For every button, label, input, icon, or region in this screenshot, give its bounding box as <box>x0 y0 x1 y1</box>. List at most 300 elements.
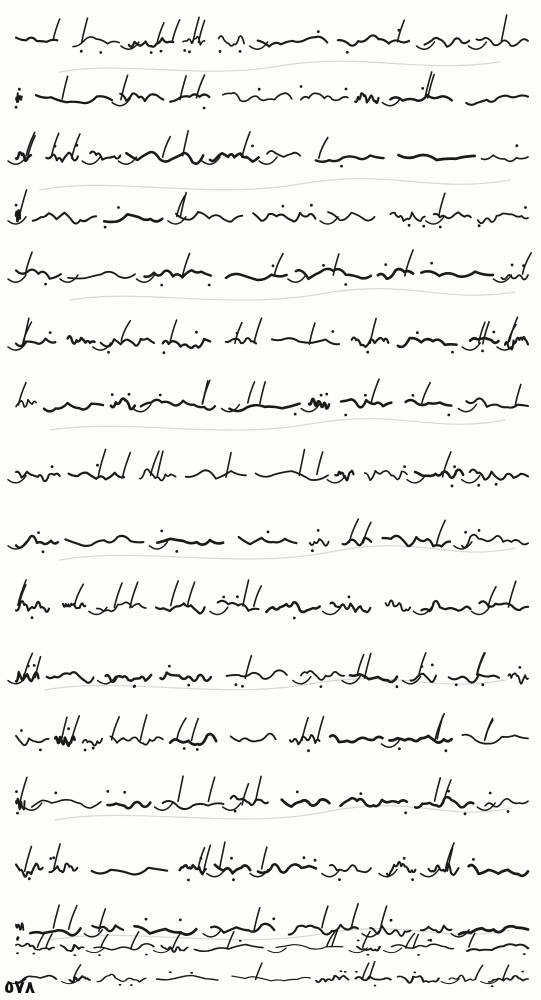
ink-stroke <box>390 212 424 221</box>
ink-stroke <box>156 603 205 613</box>
ink-dot <box>84 749 87 752</box>
ink-dot <box>241 685 244 688</box>
ink-dot <box>49 331 52 334</box>
ink-stroke <box>380 906 386 929</box>
ink-dot <box>27 665 30 668</box>
ink-dot <box>404 811 407 814</box>
ink-dot <box>42 550 45 553</box>
manuscript-line <box>6 960 535 988</box>
ink-stroke <box>365 471 407 480</box>
ink-stroke <box>220 842 225 867</box>
ink-dot <box>398 747 401 750</box>
ink-stroke <box>186 470 246 478</box>
ink-stroke <box>426 217 444 224</box>
ink-dot <box>447 790 450 793</box>
ink-dot <box>346 51 349 54</box>
ink-stroke <box>428 75 434 98</box>
ink-stroke <box>37 932 45 947</box>
ink-dot <box>403 857 406 860</box>
ink-dot <box>187 684 190 687</box>
ink-stroke <box>126 152 203 164</box>
ink-dot <box>451 351 454 354</box>
ink-dot <box>303 856 306 859</box>
ink-stroke <box>288 275 306 282</box>
ink-stroke <box>330 735 382 742</box>
manuscript-line <box>6 72 535 114</box>
ink-stroke <box>411 674 436 682</box>
ink-dot <box>258 88 261 91</box>
ink-dot <box>67 727 70 730</box>
ink-dot <box>195 331 198 334</box>
ink-stroke <box>458 405 476 412</box>
ink-stroke <box>173 932 181 948</box>
ink-stroke <box>231 796 268 805</box>
ink-stroke <box>378 269 413 279</box>
ink-dot <box>357 939 360 941</box>
ink-dot <box>522 264 525 267</box>
ink-dot <box>310 204 313 207</box>
ink-dot <box>445 749 448 752</box>
ink-stroke <box>232 976 310 981</box>
ink-stroke <box>155 803 173 810</box>
ink-stroke <box>83 739 102 746</box>
ink-stroke <box>259 157 277 164</box>
ink-stroke <box>316 156 384 162</box>
ink-dot <box>477 484 480 487</box>
ink-dot <box>492 331 495 334</box>
ink-stroke <box>449 674 499 682</box>
ink-dot <box>16 812 19 815</box>
ink-dot <box>49 857 52 860</box>
ink-dot <box>106 790 109 793</box>
ink-dot <box>413 971 416 973</box>
ink-stroke <box>227 932 234 949</box>
ink-dot <box>320 394 323 397</box>
ink-stroke <box>52 133 59 156</box>
ink-stroke <box>386 601 411 611</box>
ink-dot <box>28 877 31 880</box>
ink-stroke <box>328 212 375 220</box>
ink-stroke <box>327 476 345 483</box>
ink-stroke <box>256 963 262 980</box>
ink-stroke <box>429 864 459 875</box>
ink-stroke <box>272 338 339 344</box>
ink-stroke <box>333 254 339 275</box>
ink-stroke <box>462 343 480 350</box>
ink-stroke <box>335 471 353 481</box>
ink-dot <box>367 954 370 956</box>
ink-stroke <box>477 653 485 675</box>
ink-dot <box>230 857 233 860</box>
ink-stroke <box>104 214 162 222</box>
ink-dot <box>322 264 325 267</box>
ink-dot <box>421 87 424 90</box>
ink-dot <box>384 263 387 266</box>
ink-dot <box>314 859 317 862</box>
ink-dot <box>145 954 148 956</box>
ink-dot <box>160 284 163 287</box>
ink-stroke <box>365 654 371 678</box>
ink-dot <box>481 683 484 686</box>
ink-stroke <box>260 382 265 404</box>
ink-stroke <box>227 670 287 679</box>
ink-stroke <box>192 719 199 741</box>
ink-dot <box>37 531 40 534</box>
ink-stroke <box>36 95 112 103</box>
ink-stroke <box>163 137 171 158</box>
manuscript-line <box>6 580 535 622</box>
ink-stroke <box>467 944 528 951</box>
ink-stroke <box>69 906 77 930</box>
ink-stroke <box>208 777 214 801</box>
ink-stroke <box>274 254 283 276</box>
ink-stroke <box>177 718 186 738</box>
ink-dot <box>348 596 351 599</box>
manuscript-line <box>6 648 535 690</box>
ink-stroke <box>254 318 261 343</box>
ink-dot <box>18 88 21 91</box>
ink-dot <box>416 331 419 334</box>
ink-stroke <box>319 138 328 159</box>
ink-dot <box>32 953 35 955</box>
ink-dot <box>374 985 377 987</box>
ink-stroke <box>323 607 341 614</box>
ink-stroke <box>301 671 344 680</box>
ink-stroke <box>8 275 26 282</box>
ink-dot <box>159 394 162 397</box>
ink-dot <box>234 810 237 813</box>
ink-stroke <box>204 845 210 870</box>
ink-dot <box>267 531 270 534</box>
ink-stroke <box>53 905 59 928</box>
ink-dot <box>44 283 47 286</box>
ink-dot <box>390 919 393 922</box>
ink-dot <box>340 970 343 972</box>
ink-dot <box>464 812 467 815</box>
manuscript-line <box>6 512 535 554</box>
ink-stroke <box>477 653 484 675</box>
ink-dot <box>325 393 328 396</box>
ink-dot <box>160 530 163 533</box>
ink-stroke <box>515 385 521 406</box>
ink-dot <box>92 747 95 750</box>
ink-stroke <box>468 42 486 49</box>
ink-stroke <box>503 965 509 980</box>
ink-dot <box>251 145 254 148</box>
ink-dot <box>187 879 190 882</box>
ink-stroke <box>435 714 444 739</box>
ink-stroke <box>266 602 319 612</box>
ink-stroke <box>449 975 475 981</box>
ink-stroke <box>254 586 261 607</box>
ink-stroke <box>97 974 145 982</box>
ink-stroke <box>16 38 57 42</box>
manuscript-line <box>6 448 535 490</box>
ink-dot <box>478 224 481 227</box>
ink-stroke <box>16 923 23 929</box>
ink-stroke <box>469 933 475 947</box>
ink-stroke <box>309 399 329 408</box>
ink-dot <box>236 595 239 598</box>
ink-dot <box>239 940 242 942</box>
ink-stroke <box>25 847 32 872</box>
ink-dot <box>107 351 110 354</box>
manuscript-line <box>6 378 535 420</box>
ink-stroke <box>322 906 328 928</box>
manuscript-line <box>6 314 535 356</box>
ink-dot <box>200 857 203 860</box>
ink-dot <box>311 549 314 552</box>
ink-dot <box>133 685 136 688</box>
ink-dot <box>96 464 99 467</box>
ink-stroke <box>471 607 489 614</box>
ink-dot <box>345 88 348 91</box>
ink-stroke <box>299 450 304 476</box>
ink-dot <box>411 878 414 881</box>
ink-stroke <box>157 976 218 981</box>
ink-stroke <box>482 155 528 161</box>
ink-dot <box>524 206 527 209</box>
ink-stroke <box>318 717 324 739</box>
ink-stroke <box>290 735 320 744</box>
ink-stroke <box>16 864 43 877</box>
ink-stroke <box>342 677 360 684</box>
ink-stroke <box>357 947 380 951</box>
ink-dot <box>179 919 182 922</box>
ink-dot <box>521 971 524 973</box>
ink-dot <box>464 531 467 534</box>
ink-stroke <box>509 581 516 607</box>
ink-stroke <box>226 338 256 343</box>
ink-stroke <box>242 132 250 157</box>
ink-stroke <box>54 844 60 869</box>
ink-dot <box>175 550 178 553</box>
ink-dot <box>76 144 79 147</box>
ink-dot <box>481 350 484 353</box>
page-number: ٥٧٨ <box>4 978 36 998</box>
ink-stroke <box>248 382 255 403</box>
ink-stroke <box>357 655 363 675</box>
ink-dot <box>232 878 235 881</box>
ink-dot <box>150 51 153 54</box>
ink-dot <box>518 666 521 669</box>
ink-dot <box>489 792 492 795</box>
ink-stroke <box>181 193 187 216</box>
ink-dot <box>359 792 362 795</box>
ink-stroke <box>343 538 371 545</box>
ink-stroke <box>331 603 371 612</box>
ink-stroke <box>210 607 228 614</box>
ink-dot <box>428 939 431 941</box>
ink-dot <box>98 954 101 956</box>
ink-stroke <box>218 601 259 611</box>
ink-dot <box>396 685 399 688</box>
ink-dot <box>340 165 343 168</box>
ink-dot <box>203 107 206 110</box>
ink-stroke <box>47 672 94 683</box>
ink-dot <box>507 810 510 813</box>
ink-stroke <box>223 93 292 101</box>
ink-stroke <box>419 653 426 675</box>
ink-stroke <box>501 275 528 280</box>
ink-stroke <box>44 403 103 411</box>
ink-dot <box>130 984 133 986</box>
ink-stroke <box>293 677 311 684</box>
ink-stroke <box>16 270 61 279</box>
ink-dot <box>422 225 425 228</box>
ink-stroke <box>219 36 245 46</box>
ink-stroke <box>317 452 323 474</box>
ink-dot <box>128 393 131 396</box>
ink-dot <box>196 748 199 751</box>
ink-dot <box>355 971 358 973</box>
ink-stroke <box>502 15 507 41</box>
ink-stroke <box>268 948 286 953</box>
ink-stroke <box>108 802 151 808</box>
ink-stroke <box>170 320 176 341</box>
ink-stroke <box>160 673 210 681</box>
ink-stroke <box>161 945 187 952</box>
ink-stroke <box>421 271 493 276</box>
ink-stroke <box>439 193 445 215</box>
ink-stroke <box>172 20 180 42</box>
ink-dot <box>208 284 211 287</box>
ink-stroke <box>101 934 108 947</box>
ink-dot <box>296 791 299 794</box>
ink-stroke <box>301 93 348 100</box>
ink-dot <box>239 50 242 53</box>
ink-dot <box>272 917 275 920</box>
manuscript-line <box>6 712 535 754</box>
ink-dot <box>439 226 442 229</box>
ink-stroke <box>475 965 482 979</box>
ink-stroke <box>131 932 139 949</box>
ink-stroke <box>309 323 315 344</box>
ink-dot <box>282 205 285 208</box>
ink-stroke <box>20 190 27 215</box>
ink-dot <box>183 49 186 52</box>
ink-stroke <box>330 865 371 872</box>
ink-dot <box>188 50 191 53</box>
ink-stroke <box>437 520 446 543</box>
ink-dot <box>344 283 347 286</box>
ink-stroke <box>65 536 143 546</box>
ink-stroke <box>26 133 34 156</box>
manuscript-line <box>6 776 535 818</box>
ink-dot <box>15 204 18 207</box>
ink-stroke <box>178 776 183 801</box>
ink-stroke <box>121 321 130 341</box>
ink-dot <box>169 971 172 973</box>
ink-dot <box>39 749 42 752</box>
ink-dot <box>15 106 18 109</box>
ink-stroke <box>485 720 493 740</box>
ink-dot <box>272 264 275 267</box>
ink-stroke <box>32 800 101 808</box>
ink-dot <box>366 351 369 354</box>
ink-stroke <box>73 37 119 47</box>
ink-dot <box>472 858 475 861</box>
ink-stroke <box>62 76 67 99</box>
ink-dot <box>15 790 18 793</box>
ink-stroke <box>489 976 528 982</box>
ink-stroke <box>387 862 415 875</box>
ink-stroke <box>351 904 358 928</box>
ink-stroke <box>363 963 369 978</box>
ink-stroke <box>369 962 375 979</box>
ink-dot <box>431 664 434 667</box>
ink-stroke <box>69 473 124 480</box>
ink-dot <box>145 918 148 921</box>
ink-dot <box>430 262 433 265</box>
ink-dot <box>52 856 55 859</box>
ink-dot <box>364 394 367 397</box>
ink-stroke <box>171 581 179 606</box>
ink-stroke <box>180 865 206 874</box>
ink-stroke <box>46 934 52 948</box>
ink-stroke <box>33 213 96 224</box>
ink-stroke <box>140 715 147 741</box>
ink-dot <box>451 485 454 488</box>
ink-stroke <box>466 95 528 104</box>
manuscript-line <box>6 930 535 958</box>
ink-dot <box>331 330 334 333</box>
ink-dot <box>16 952 19 954</box>
ink-stroke <box>282 799 330 806</box>
ink-stroke <box>399 155 475 160</box>
ink-dot <box>478 529 481 532</box>
ink-stroke <box>90 152 120 160</box>
ink-stroke <box>86 948 104 953</box>
ink-stroke <box>479 601 528 610</box>
ink-stroke <box>92 868 167 875</box>
ink-stroke <box>485 799 528 807</box>
ink-dot <box>54 145 57 148</box>
ink-stroke <box>120 93 163 101</box>
manuscript-line <box>6 840 535 882</box>
ink-dot <box>190 972 193 974</box>
ink-dot <box>293 617 296 620</box>
ink-stroke <box>123 453 131 478</box>
ink-stroke <box>509 673 529 683</box>
ink-stroke <box>478 213 528 223</box>
ink-stroke <box>383 536 450 547</box>
ink-dot <box>338 878 341 881</box>
ink-stroke <box>469 865 528 876</box>
ink-dot <box>236 332 239 335</box>
ink-dot <box>104 226 107 229</box>
ink-dot <box>491 985 494 987</box>
ink-dot <box>320 685 323 688</box>
ink-dot <box>219 50 222 53</box>
ink-dot <box>412 394 415 397</box>
ink-stroke <box>310 539 329 546</box>
ink-stroke <box>320 217 338 224</box>
ink-stroke <box>371 379 379 404</box>
ink-dot <box>99 51 102 54</box>
ink-stroke <box>16 944 54 950</box>
ink-stroke <box>355 93 378 103</box>
ink-dot <box>222 596 225 599</box>
ink-stroke <box>99 449 106 475</box>
ink-dot <box>183 747 186 750</box>
ink-stroke <box>199 20 205 42</box>
ink-dot <box>408 224 411 227</box>
ink-stroke <box>267 151 300 157</box>
ink-dot <box>417 954 420 956</box>
ink-dot <box>344 414 347 417</box>
ink-stroke <box>356 976 391 980</box>
